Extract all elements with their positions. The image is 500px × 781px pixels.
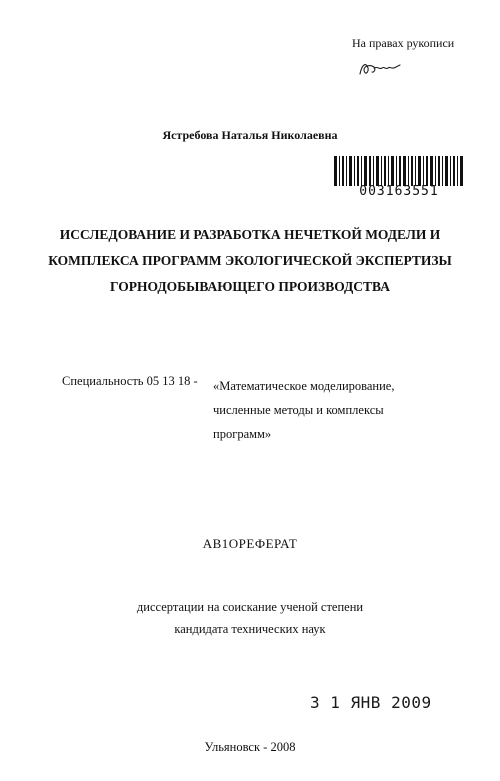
date-stamp: 3 1 ЯНВ 2009 xyxy=(310,693,432,712)
submission-line: диссертации на соискание ученой степени xyxy=(136,600,364,614)
barcode-number: 003163551 xyxy=(359,184,439,199)
barcode xyxy=(334,156,464,198)
title-line: ГОРНОДОБЫВАЮЩЕГО ПРОИЗВОДСТВА xyxy=(110,279,390,294)
submission-note xyxy=(0,596,500,640)
specialty-label: Специальность 05 13 18 - xyxy=(62,374,198,388)
specialty-line: «Математическое моделирование, xyxy=(213,379,395,393)
submission-line: кандидата технических наук xyxy=(174,622,326,636)
specialty-line: численные методы и комплексы xyxy=(213,403,384,417)
thesis-title xyxy=(0,222,500,300)
document-type: АВ1ОРЕФЕРАТ xyxy=(202,536,298,551)
barcode-bars xyxy=(334,156,464,186)
city-year: Ульяновск - 2008 xyxy=(204,740,296,754)
title-line: КОМПЛЕКСА ПРОГРАММ ЭКОЛОГИЧЕСКОЙ ЭКСПЕРТИЗЫ xyxy=(48,253,452,268)
title-line: ИССЛЕДОВАНИЕ И РАЗРАБОТКА НЕЧЕТКОЙ МОДЕЛИ И xyxy=(59,227,441,242)
specialty-text xyxy=(213,374,453,446)
specialty-line: программ» xyxy=(213,427,272,441)
handwritten-signature xyxy=(356,58,406,80)
author-name: Ястребова Наталья Николаевна xyxy=(162,128,338,142)
rights-note: На правах рукописи xyxy=(352,36,455,50)
